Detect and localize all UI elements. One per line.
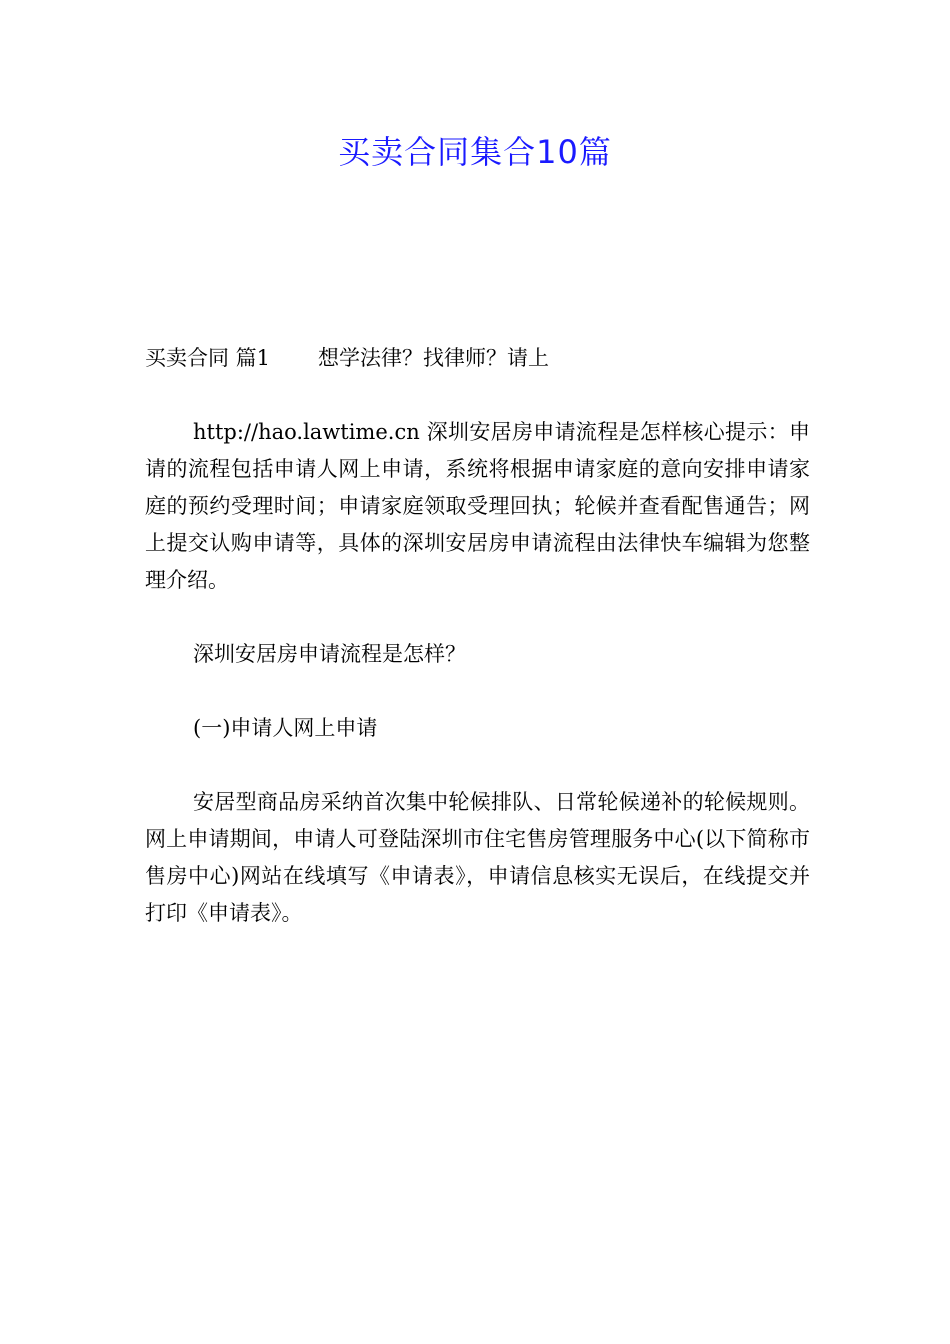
section-heading: 买卖合同 篇1 [145,346,271,370]
paragraph-3: (一)申请人网上申请 [193,716,378,740]
section-lead: 想学法律？找律师？请上 [318,346,550,370]
document-body [145,340,810,969]
document-title: 买卖合同集合10篇 [338,133,612,171]
paragraph-2: 深圳安居房申请流程是怎样？ [193,642,466,666]
paragraph-1: http://hao.lawtime.cn 深圳安居房申请流程是怎样核心提示：申请的流程包括申请人网上申请，系统将根据申请家庭的意向安排申请家庭的预约受理时间；申请家庭领取受理回执；轮候并查看配售通告；网上提交认购申请等，具体的深圳安居房申请流程由法律快车编辑为您整理介绍。 [145,420,810,592]
section-heading-line [145,340,810,377]
paragraph-4: 安居型商品房采纳首次集中轮候排队、日常轮候递补的轮候规则。网上申请期间，申请人可登陆深圳市住宅售房管理服务中心(以下简称市售房中心)网站在线填写《申请表》，申请信息核实无误后，在线提交并打印《申请表》。 [145,790,810,925]
